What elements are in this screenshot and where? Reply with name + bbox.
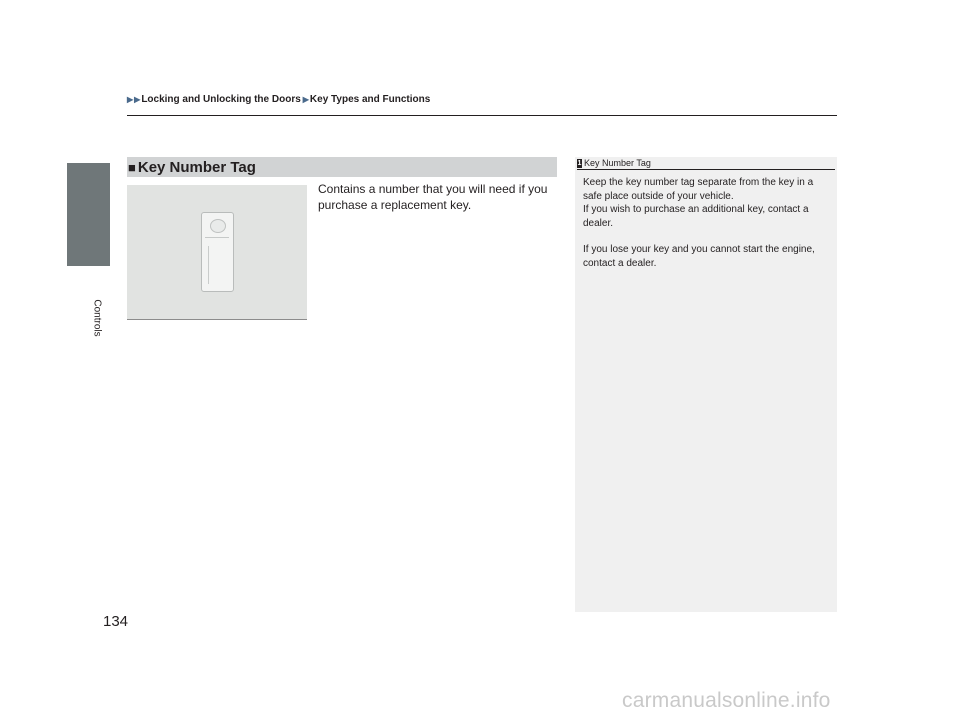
watermark: carmanualsonline.info (622, 689, 831, 712)
breadcrumb-arrow-icon: ▶ (134, 95, 141, 104)
section-body (318, 181, 558, 213)
section-title: Key Number Tag (137, 158, 256, 176)
section-body-text: Contains a number that you will need if you purchase a replacement key. (318, 182, 548, 212)
section-heading (127, 157, 557, 177)
square-icon: ■ (128, 159, 136, 175)
sidebar-body (583, 176, 831, 270)
key-number-tag-illustration (127, 185, 307, 320)
key-tag-icon (201, 212, 234, 292)
chapter-label: Controls (91, 299, 103, 337)
tag-divider (205, 237, 229, 238)
sidebar-note (575, 157, 837, 612)
sidebar-title-text: Key Number Tag (584, 158, 651, 168)
breadcrumb-item-key-types[interactable]: Key Types and Functions (309, 94, 431, 105)
sidebar-paragraph: If you wish to purchase an additional key, contact a dealer. (583, 204, 809, 229)
header-rule (127, 115, 837, 116)
reference-icon: 1 (577, 159, 582, 167)
tag-strip (208, 246, 209, 284)
sidebar-title (577, 158, 835, 170)
breadcrumb-item-locking[interactable]: Locking and Unlocking the Doors (141, 94, 301, 105)
page-number: 134 (103, 613, 129, 630)
sidebar-paragraph: Keep the key number tag separate from the key in a safe place outside of your vehicle. (583, 177, 814, 202)
tag-hole (210, 219, 226, 233)
sidebar-paragraph: If you lose your key and you cannot start the engine, contact a dealer. (583, 244, 815, 269)
breadcrumb-arrow-icon: ▶ (302, 95, 309, 104)
breadcrumb (127, 94, 432, 105)
chapter-tab (67, 163, 110, 266)
breadcrumb-arrow-icon: ▶ (127, 95, 134, 104)
